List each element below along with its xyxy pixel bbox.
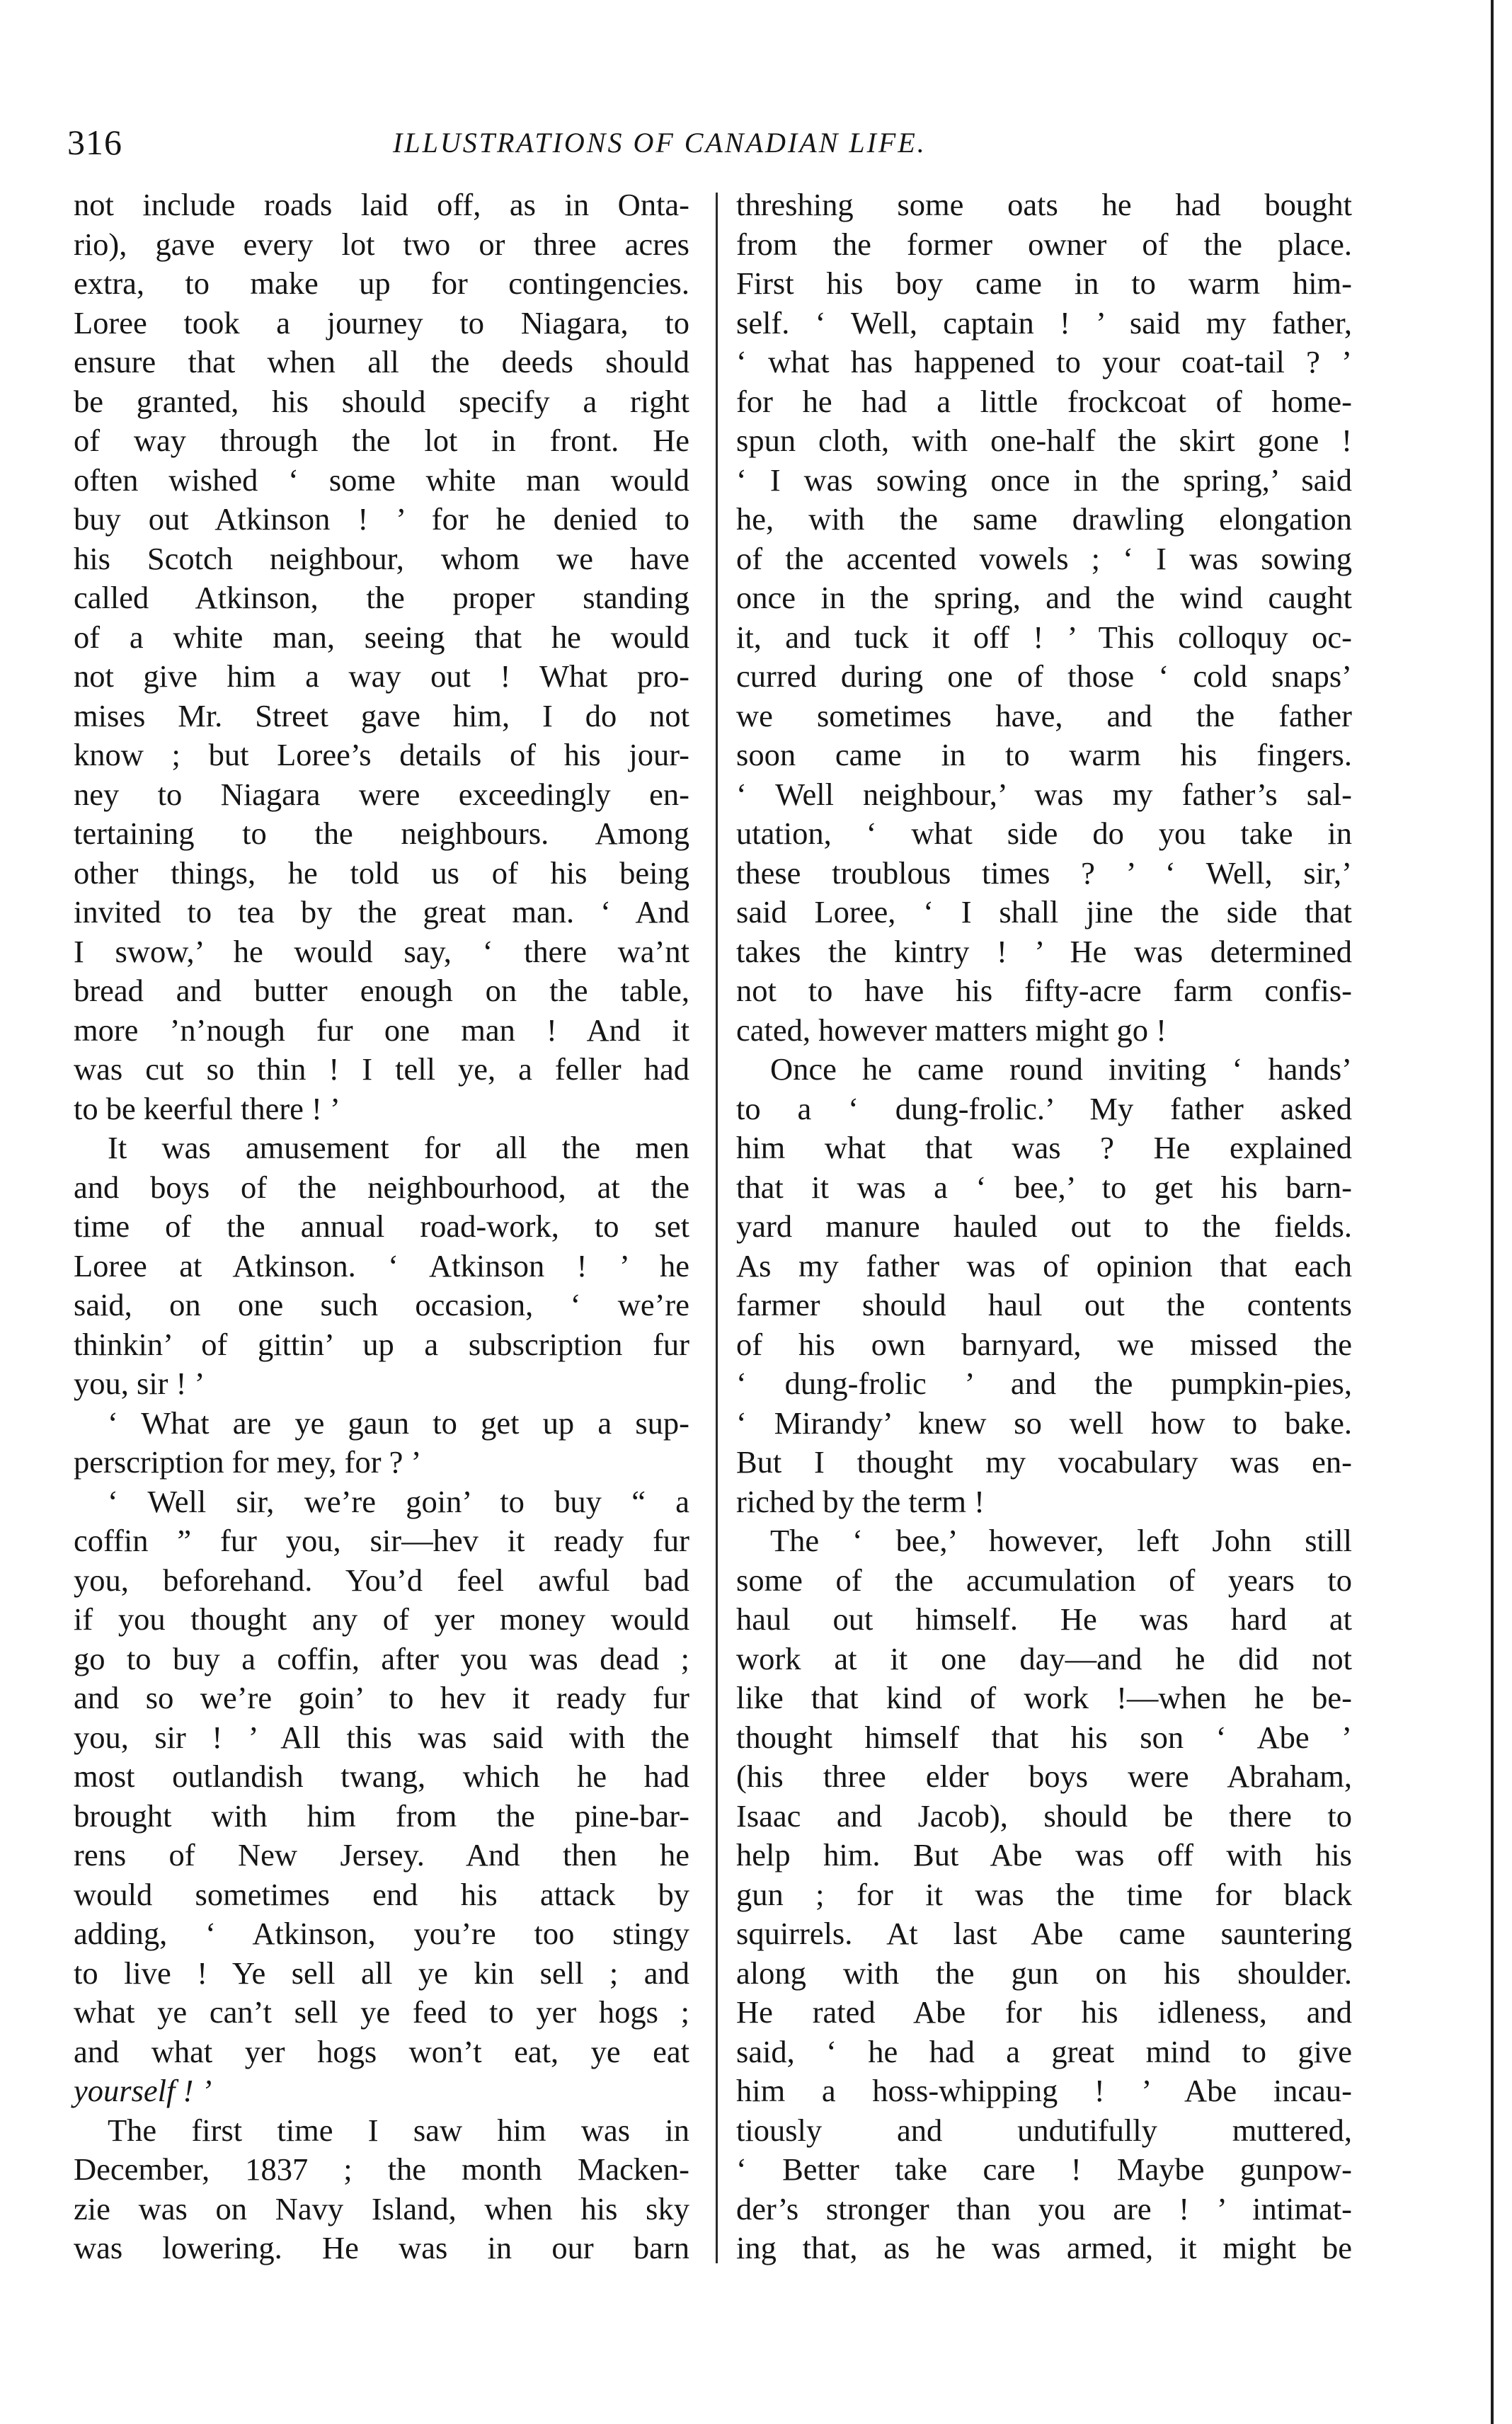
text-line: like that kind of work !—when he be- — [736, 1680, 1352, 1715]
text-line: thought himself that his son ‘ Abe ’ — [736, 1719, 1352, 1755]
text-line: First his boy came in to warm him- — [736, 265, 1352, 301]
text-line: Isaac and Jacob), should be there to — [736, 1797, 1352, 1834]
text-line: gun ; for it was the time for black — [736, 1876, 1352, 1912]
text-line: rio), gave every lot two or three acres — [74, 226, 689, 262]
text-line: go to buy a coffin, after you was dead ; — [74, 1640, 689, 1676]
text-line: said Loree, ‘ I shall jine the side that — [736, 894, 1352, 930]
text-line: be granted, his should specify a right — [74, 383, 689, 419]
text-line: The ‘ bee,’ however, left John still — [770, 1523, 1352, 1558]
text-line: tertaining to the neighbours. Among — [74, 816, 689, 851]
text-line: As my father was of opinion that each — [736, 1247, 1352, 1284]
text-line: December, 1837 ; the month Macken- — [74, 2151, 689, 2187]
text-line: we sometimes have, and the father — [736, 697, 1352, 733]
text-line: der’s stronger than you are ! ’ intimat- — [736, 2190, 1352, 2226]
text-line: threshing some oats he had bought — [736, 187, 1352, 222]
text-line: ney to Niagara were exceedingly en- — [74, 776, 689, 812]
text-line: most outlandish twang, which he had — [74, 1759, 689, 1794]
text-line: haul out himself. He was hard at — [736, 1601, 1352, 1637]
text-line: not to have his fifty-acre farm confis- — [736, 973, 1352, 1008]
text-line: to a ‘ dung-frolic.’ My father asked — [736, 1090, 1352, 1126]
text-line: it, and tuck it off ! ’ This colloquy oc- — [736, 619, 1352, 655]
text-line: said, ‘ he had a great mind to give — [736, 2033, 1352, 2069]
text-line: Loree at Atkinson. ‘ Atkinson ! ’ he — [74, 1247, 689, 1284]
text-line: what ye can’t sell ye feed to yer hogs ; — [74, 1994, 689, 2030]
text-line: often wished ‘ some white man would — [74, 462, 689, 498]
right-column — [736, 185, 1352, 2268]
text-line: work at it one day—and he did not — [736, 1640, 1352, 1676]
text-line: tiously and undutifully muttered, — [736, 2112, 1352, 2148]
text-line: to live ! Ye sell all ye kin sell ; and — [74, 1955, 689, 1991]
text-line: rens of New Jersey. And then he — [74, 1837, 689, 1873]
text-line: The first time I saw him was in — [108, 2112, 689, 2148]
text-line: and so we’re goin’ to hev it ready fur — [74, 1680, 689, 1715]
text-line: perscription for mey, for ? ’ — [74, 1444, 422, 1480]
text-line: ‘ Well neighbour,’ was my father’s sal- — [736, 776, 1352, 812]
text-line: Loree took a journey to Niagara, to — [74, 304, 689, 341]
text-line: from the former owner of the place. — [736, 226, 1352, 262]
text-line: and what yer hogs won’t eat, ye eat — [74, 2033, 689, 2069]
text-line: I swow,’ he would say, ‘ there wa’nt — [74, 933, 689, 969]
text-line: would sometimes end his attack by — [74, 1876, 689, 1912]
text-line: adding, ‘ Atkinson, you’re too stingy — [74, 1916, 689, 1951]
text-line: yard manure hauled out to the fields. — [736, 1208, 1352, 1244]
text-line: not include roads laid off, as in Onta- — [74, 187, 689, 222]
text-line: buy out Atkinson ! ’ for he denied to — [74, 501, 689, 537]
text-line: yourself ! ’ — [74, 2073, 212, 2108]
text-line: farmer should haul out the contents — [736, 1287, 1352, 1322]
text-line: extra, to make up for contingencies. — [74, 265, 689, 301]
text-line: once in the spring, and the wind caught — [736, 580, 1352, 615]
text-line: more ’n’nough fur one man ! And it — [74, 1012, 689, 1048]
text-line: curred during one of those ‘ cold snaps’ — [736, 658, 1352, 694]
text-line: ‘ what has happened to your coat-tail ? ’ — [736, 344, 1352, 379]
text-line: him what that was ? He explained — [736, 1130, 1352, 1165]
column-divider — [716, 193, 718, 2263]
text-line: zie was on Navy Island, when his sky — [74, 2190, 689, 2226]
page-number: 316 — [67, 122, 122, 162]
text-line: brought with him from the pine-bar- — [74, 1797, 689, 1834]
text-line: and boys of the neighbourhood, at the — [74, 1169, 689, 1205]
text-line: takes the kintry ! ’ He was determined — [736, 933, 1352, 969]
text-line: cated, however matters might go ! — [736, 1012, 1167, 1048]
text-line: It was amusement for all the men — [108, 1130, 689, 1165]
text-line: bread and butter enough on the table, — [74, 973, 689, 1008]
text-line: was cut so thin ! I tell ye, a feller had — [74, 1051, 689, 1087]
text-line: not give him a way out ! What pro- — [74, 658, 689, 694]
text-line: if you thought any of yer money would — [74, 1601, 689, 1637]
text-line: invited to tea by the great man. ‘ And — [74, 894, 689, 930]
text-line: of a white man, seeing that he would — [74, 619, 689, 655]
text-line: for he had a little frockcoat of home- — [736, 383, 1352, 419]
text-line: coffin ” fur you, sir—hev it ready fur — [74, 1523, 689, 1558]
text-line: riched by the term ! — [736, 1483, 985, 1519]
text-line: ensure that when all the deeds should — [74, 344, 689, 379]
text-line: (his three elder boys were Abraham, — [736, 1759, 1352, 1794]
text-line: Once he came round inviting ‘ hands’ — [770, 1051, 1352, 1087]
text-line: some of the accumulation of years to — [736, 1562, 1352, 1598]
text-line: he, with the same drawling elongation — [736, 501, 1352, 537]
page-header — [67, 120, 1356, 170]
text-line: him a hoss-whipping ! ’ Abe incau- — [736, 2073, 1352, 2108]
text-line: spun cloth, with one-half the skirt gone ! — [736, 423, 1352, 458]
text-line: called Atkinson, the proper standing — [74, 580, 689, 615]
text-line: of his own barnyard, we missed the — [736, 1326, 1352, 1362]
text-line: thinkin’ of gittin’ up a subscription fur — [74, 1326, 689, 1362]
text-line: ‘ I was sowing once in the spring,’ said — [736, 462, 1352, 498]
text-line: know ; but Loree’s details of his jour- — [74, 737, 689, 772]
left-column — [74, 185, 689, 2268]
text-line: He rated Abe for his idleness, and — [736, 1994, 1352, 2030]
text-line: ing that, as he was armed, it might be — [736, 2230, 1352, 2265]
page-edge-line — [1491, 0, 1494, 2424]
text-line: ‘ dung-frolic ’ and the pumpkin-pies, — [736, 1366, 1352, 1401]
text-line: squirrels. At last Abe came sauntering — [736, 1916, 1352, 1951]
text-line: was lowering. He was in our barn — [74, 2230, 689, 2265]
text-line: of the accented vowels ; ‘ I was sowing — [736, 540, 1352, 576]
text-line: soon came in to warm his fingers. — [736, 737, 1352, 772]
text-line: along with the gun on his shoulder. — [736, 1955, 1352, 1991]
text-line: you, beforehand. You’d feel awful bad — [74, 1562, 689, 1598]
text-line: you, sir ! ’ — [74, 1366, 205, 1401]
text-line: said, on one such occasion, ‘ we’re — [74, 1287, 689, 1322]
text-line: self. ‘ Well, captain ! ’ said my father, — [736, 304, 1352, 341]
text-line: mises Mr. Street gave him, I do not — [74, 697, 689, 733]
running-title: ILLUSTRATIONS OF CANADIAN LIFE. — [393, 127, 927, 159]
text-line: you, sir ! ’ All this was said with the — [74, 1719, 689, 1755]
text-line: ‘ Well sir, we’re goin’ to buy “ a — [108, 1483, 689, 1519]
text-line: utation, ‘ what side do you take in — [736, 816, 1352, 851]
text-line: that it was a ‘ bee,’ to get his barn- — [736, 1169, 1352, 1205]
text-line: to be keerful there ! ’ — [74, 1090, 340, 1126]
text-line: ‘ Mirandy’ knew so well how to bake. — [736, 1405, 1352, 1441]
text-line: help him. But Abe was off with his — [736, 1837, 1352, 1873]
text-line: ‘ Better take care ! Maybe gunpow- — [736, 2151, 1352, 2187]
text-line: his Scotch neighbour, whom we have — [74, 540, 689, 576]
text-line: of way through the lot in front. He — [74, 423, 689, 458]
text-line: ‘ What are ye gaun to get up a sup- — [108, 1405, 689, 1441]
text-line: other things, he told us of his being — [74, 854, 689, 891]
text-line: time of the annual road-work, to set — [74, 1208, 689, 1244]
text-line: But I thought my vocabulary was en- — [736, 1444, 1352, 1480]
text-line: these troublous times ? ’ ‘ Well, sir,’ — [736, 854, 1352, 891]
